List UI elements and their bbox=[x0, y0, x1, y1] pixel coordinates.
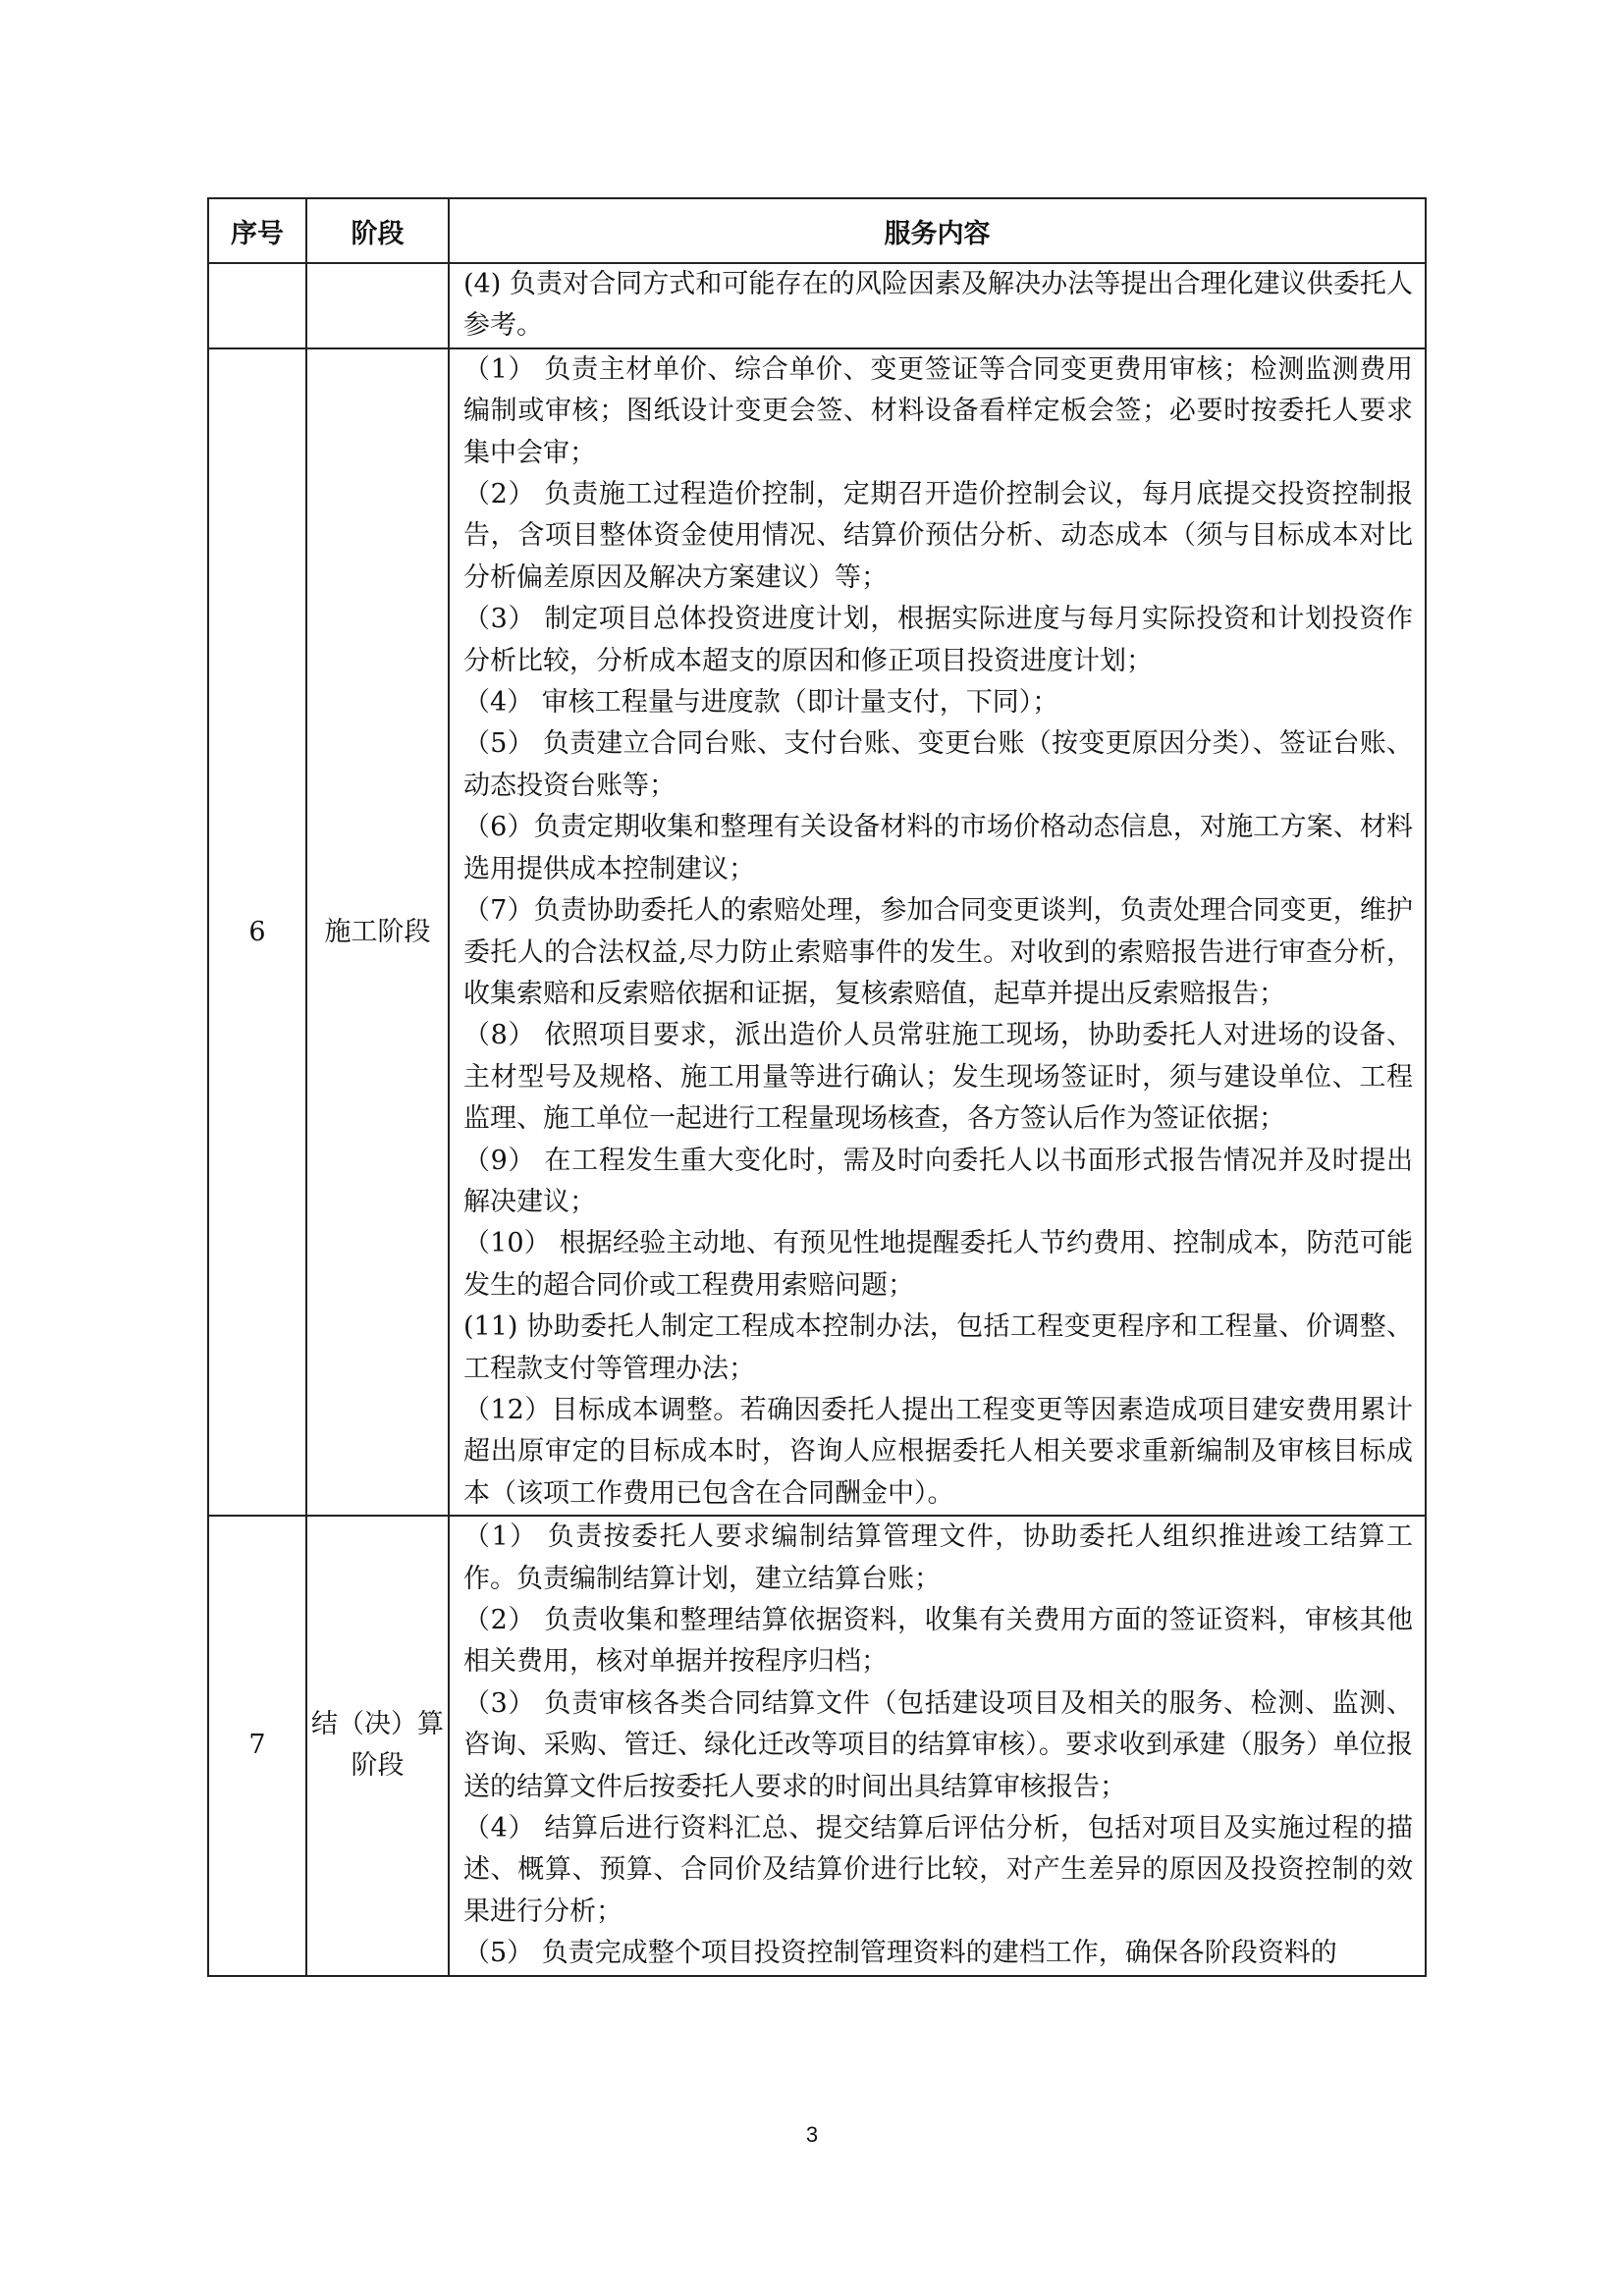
content-item: （2） 负责施工过程造价控制，定期召开造价控制会议，每月底提交投资控制报告，含项目整体资金使用情况、结算价预估分析、动态成本（须与目标成本对比分析偏差原因及解决方案建议）等； bbox=[463, 479, 1413, 593]
row-content bbox=[449, 348, 1426, 1516]
row-content bbox=[449, 263, 1426, 348]
content-item: （4） 结算后进行资料汇总、提交结算后评估分析，包括对项目及实施过程的描述、概算、预算、合同价及结算价进行比较，对产生差异的原因及投资控制的效果进行分析； bbox=[463, 1813, 1413, 1927]
table-row bbox=[208, 263, 1426, 348]
row-stage: 施工阶段 bbox=[306, 348, 449, 1516]
content-item: （2） 负责收集和整理结算依据资料，收集有关费用方面的签证资料，审核其他相关费用，核对单据并按程序归档； bbox=[463, 1605, 1413, 1678]
row-seq bbox=[208, 263, 306, 348]
content-item: (11) 协助委托人制定工程成本控制办法，包括工程变更程序和工程量、价调整、工程款支付等管理办法； bbox=[463, 1311, 1413, 1384]
content-item: （1） 负责主材单价、综合单价、变更签证等合同变更费用审核；检测监测费用编制或审核；图纸设计变更会签、材料设备看样定板会签；必要时按委托人要求集中会审； bbox=[463, 353, 1413, 468]
page-number: 3 bbox=[805, 2122, 819, 2147]
row-content bbox=[449, 1516, 1426, 1975]
row-stage bbox=[306, 263, 449, 348]
content-item: （12）目标成本调整。若确因委托人提出工程变更等因素造成项目建安费用累计超出原审定的目标成本时，咨询人应根据委托人相关要求重新编制及审核目标成本（该项工作费用已包含在合同酬金中）。 bbox=[463, 1394, 1413, 1509]
service-content-table bbox=[207, 197, 1427, 1977]
content-item: （5） 负责完成整个项目投资控制管理资料的建档工作，确保各阶段资料的 bbox=[463, 1938, 1337, 1969]
content-item: （4） 审核工程量与进度款（即计量支付，下同）； bbox=[463, 687, 1059, 719]
content-item: （3） 负责审核各类合同结算文件（包括建设项目及相关的服务、检测、监测、咨询、采购、管迁、绿化迁改等项目的结算审核）。要求收到承建（服务）单位报送的结算文件后按委托人要求的时间出具结算审核报告； bbox=[463, 1687, 1413, 1802]
content-item: （5） 负责建立合同台账、支付台账、变更台账（按变更原因分类）、签证台账、动态投资台账等； bbox=[463, 728, 1413, 801]
content-item: （6）负责定期收集和整理有关设备材料的市场价格动态信息，对施工方案、材料选用提供成本控制建议； bbox=[463, 812, 1413, 884]
content-item: （9） 在工程发生重大变化时，需及时向委托人以书面形式报告情况并及时提出解决建议； bbox=[463, 1145, 1413, 1217]
content-item: (4) 负责对合同方式和可能存在的风险因素及解决办法等提出合理化建议供委托人参考。 bbox=[463, 269, 1413, 342]
table-header-row bbox=[208, 198, 1426, 263]
content-item: （1） 负责按委托人要求编制结算管理文件，协助委托人组织推进竣工结算工作。负责编制结算计划，建立结算台账； bbox=[463, 1522, 1413, 1594]
content-item: （10） 根据经验主动地、有预见性地提醒委托人节约费用、控制成本，防范可能发生的超合同价或工程费用索赔问题； bbox=[463, 1228, 1413, 1301]
table-row bbox=[208, 348, 1426, 1516]
content-item: （7）负责协助委托人的索赔处理，参加合同变更谈判，负责处理合同变更，维护委托人的合法权益,尽力防止索赔事件的发生。对收到的索赔报告进行审查分析，收集索赔和反索赔依据和证据，复核索赔值，起草并提出反索赔报告； bbox=[463, 895, 1413, 1009]
header-stage: 阶段 bbox=[306, 198, 449, 263]
row-stage: 结（决）算阶段 bbox=[306, 1516, 449, 1975]
content-item: （3） 制定项目总体投资进度计划，根据实际进度与每月实际投资和计划投资作分析比较，分析成本超支的原因和修正项目投资进度计划； bbox=[463, 604, 1413, 676]
content-item: （8） 依照项目要求，派出造价人员常驻施工现场，协助委托人对进场的设备、主材型号及规格、施工用量等进行确认；发生现场签证时，须与建设单位、工程监理、施工单位一起进行工程量现场核查，各方签认后作为签证依据； bbox=[463, 1020, 1413, 1135]
row-seq: 6 bbox=[208, 348, 306, 1516]
row-seq: 7 bbox=[208, 1516, 306, 1975]
header-content: 服务内容 bbox=[449, 198, 1426, 263]
table-row bbox=[208, 1516, 1426, 1975]
header-seq: 序号 bbox=[208, 198, 306, 263]
